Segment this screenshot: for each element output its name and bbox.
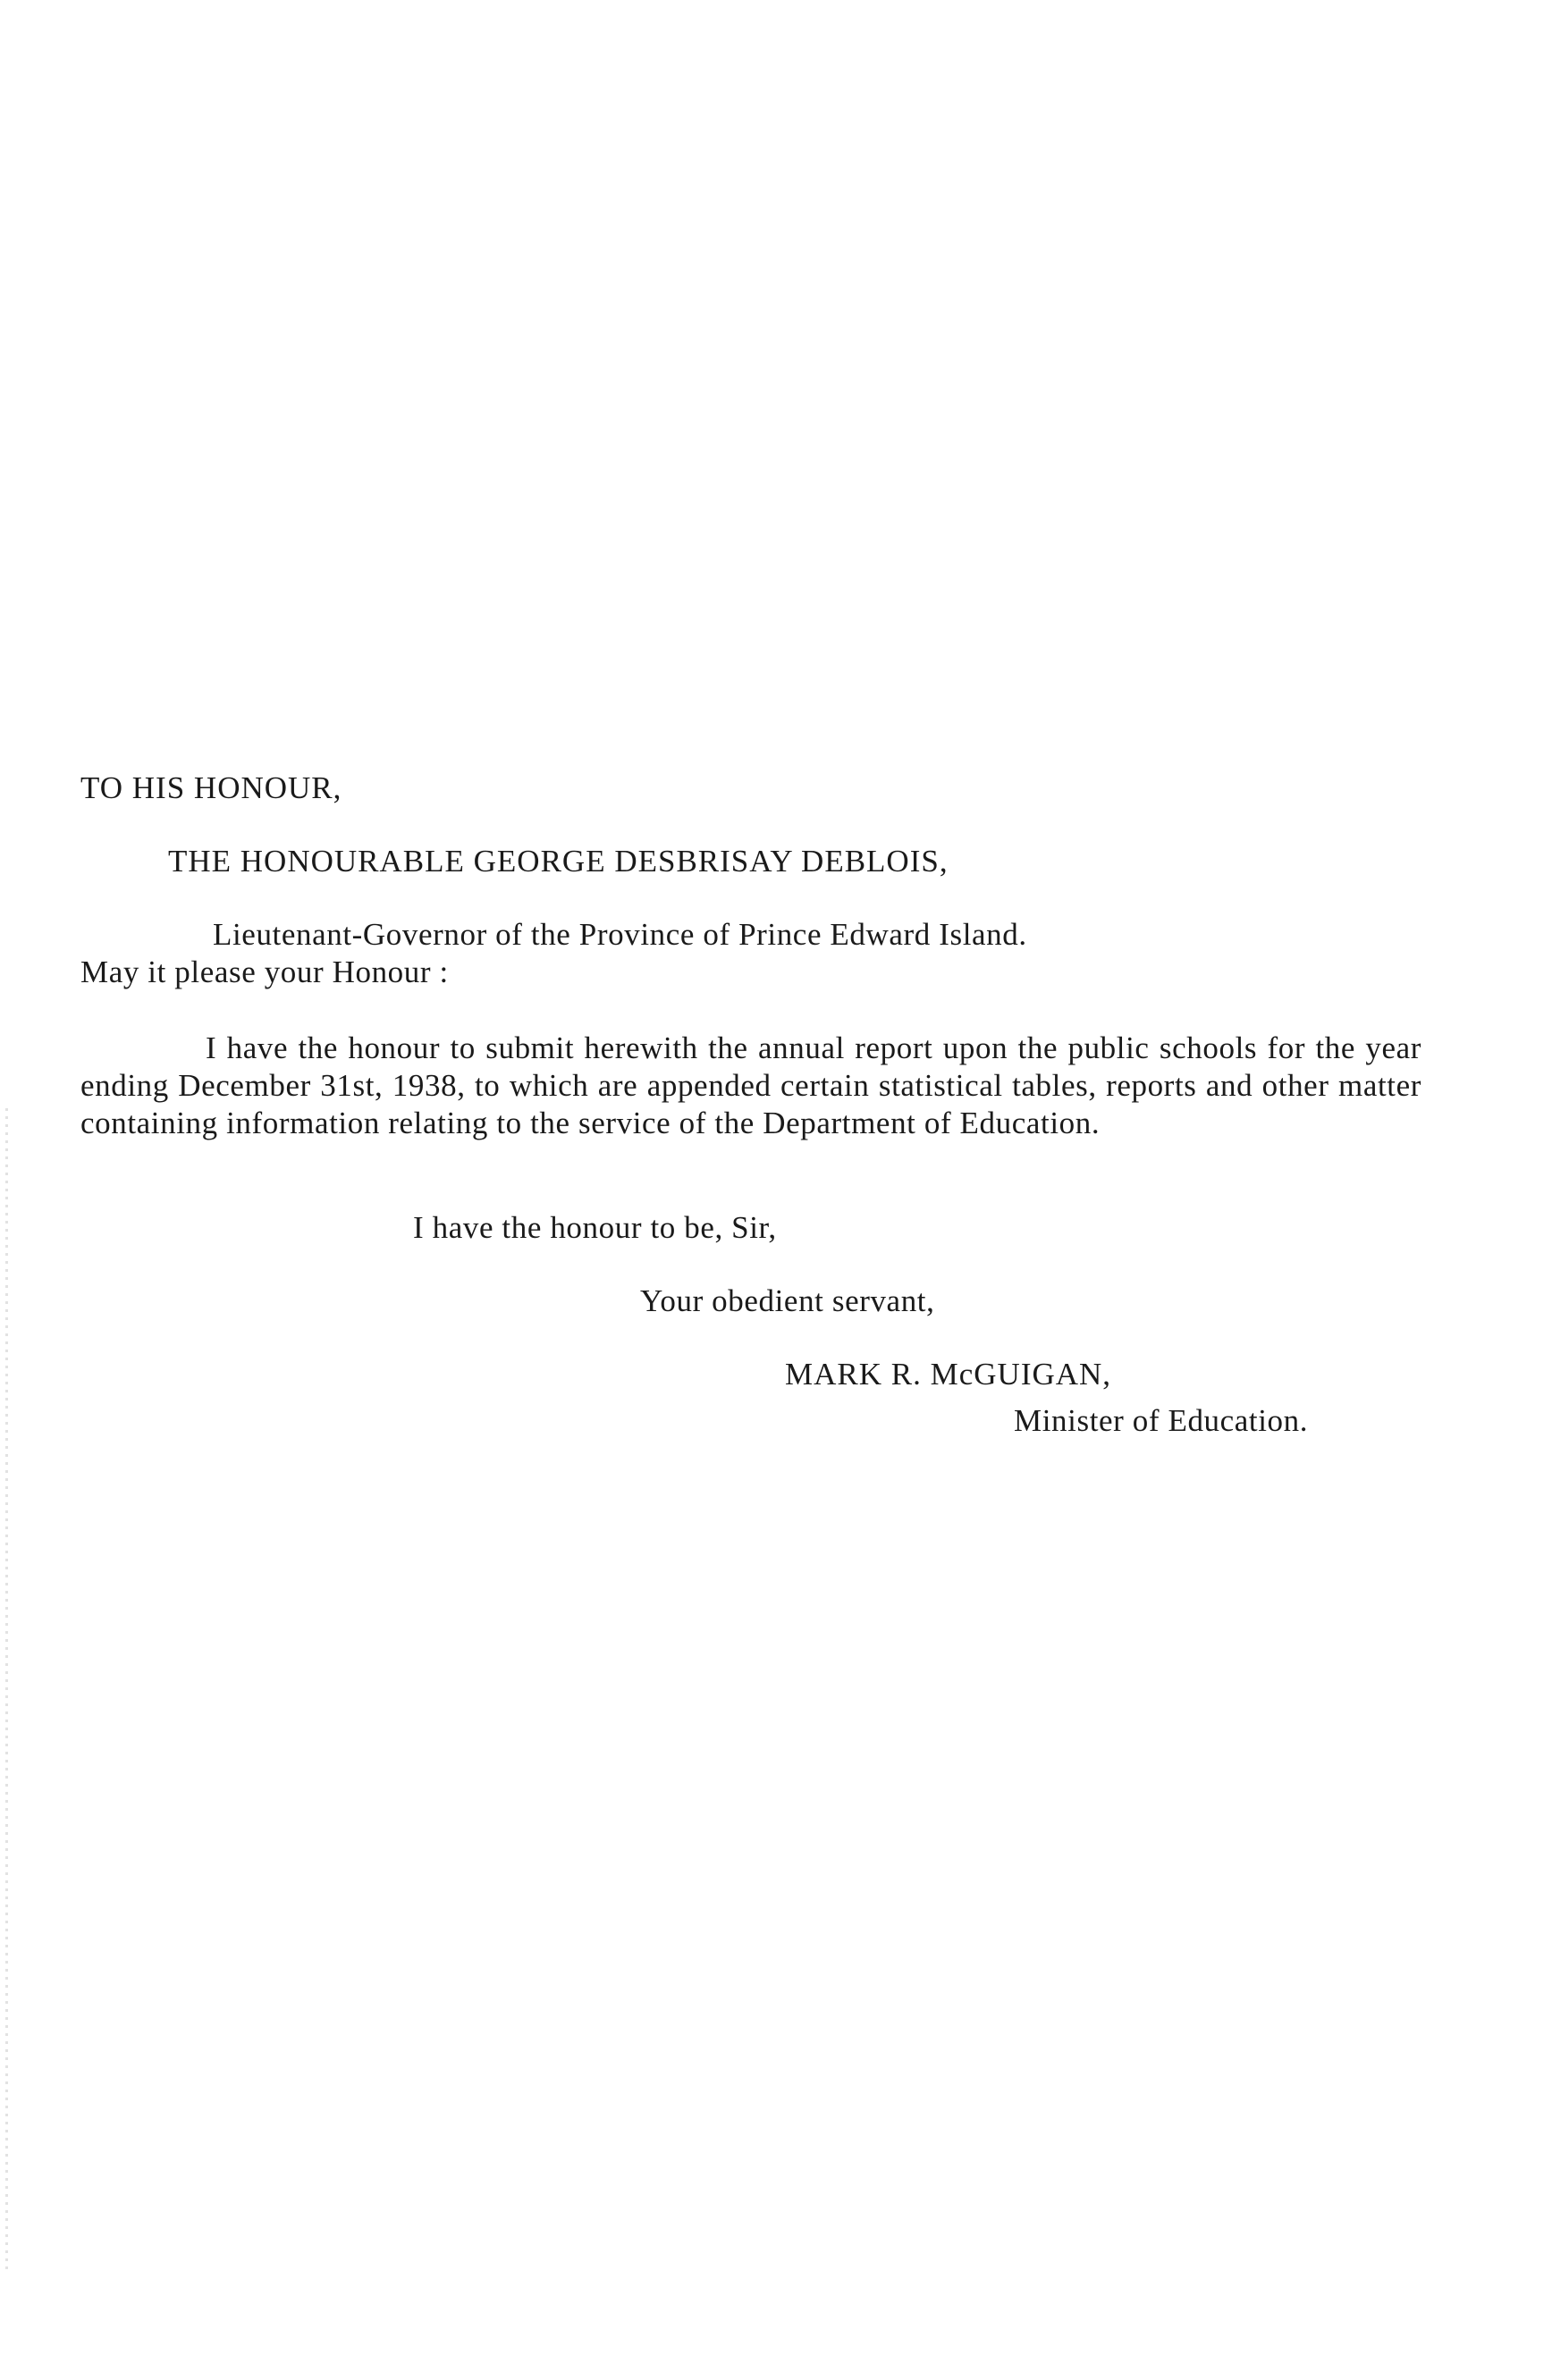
addressee-name: THE HONOURABLE GEORGE DESBRISAY DEBLOIS, [168, 844, 949, 879]
complimentary-close: Your obedient servant, [640, 1283, 935, 1318]
signatory-name: MARK R. McGUIGAN, [785, 1357, 1112, 1392]
closing-line: I have the honour to be, Sir, [413, 1210, 777, 1245]
addressee-title: Lieutenant-Governor of the Province of Prince Edward Island. [213, 917, 1027, 952]
salutation: TO HIS HONOUR, [80, 770, 342, 805]
letter-body: I have the honour to submit herewith the annual report upon the public schools for the year ending December 31st, 1938, to which are appended certain statistical tables, reports and other matter containing information relating to the service of the Department of Education. [80, 1030, 1421, 1140]
scan-edge-artifact [5, 1108, 8, 2270]
signatory-title: Minister of Education. [1014, 1403, 1309, 1438]
opening-line: May it please your Honour : [80, 955, 449, 989]
